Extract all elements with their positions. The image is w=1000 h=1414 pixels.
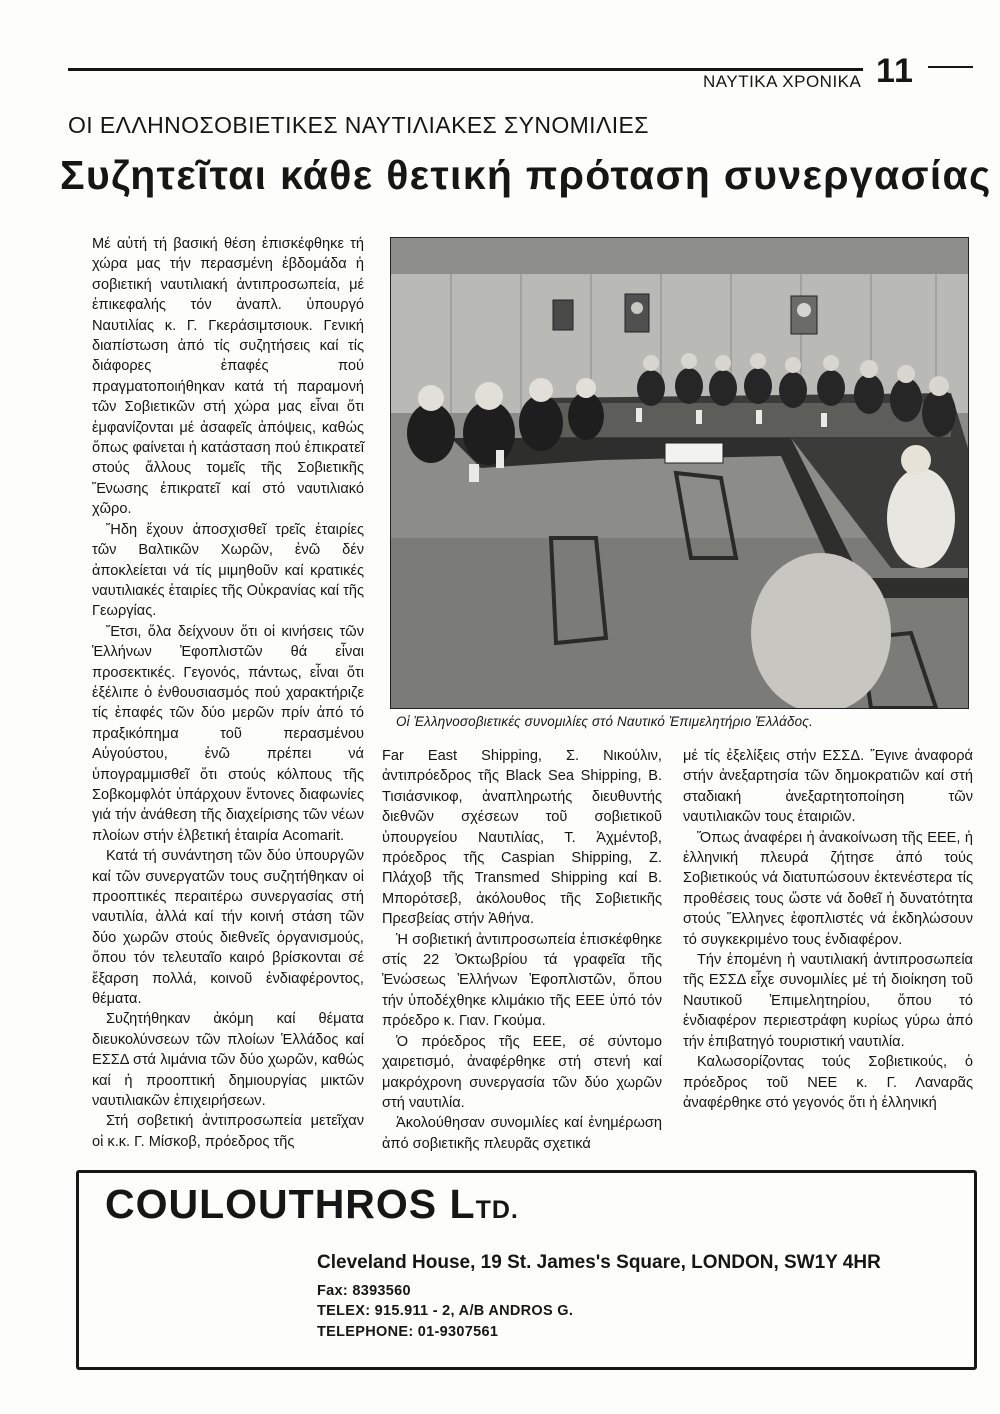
header-rule-right [928, 66, 973, 68]
ad-company-suffix: TD. [475, 1196, 519, 1224]
ad-address: Cleveland House, 19 St. James's Square, LONDON, SW1Y 4HR [317, 1252, 881, 1273]
article-column-2 [382, 746, 662, 1154]
advertisement [76, 1170, 977, 1370]
ad-telephone: TELEPHONE: 01-9307561 [317, 1324, 499, 1340]
paragraph: Καλωσορίζοντας τούς Σοβιετικούς, ὁ πρόεδρος τοῦ ΝΕΕ κ. Γ. Λαναρᾶς ἀναφέρθηκε στό γεγονός ὅτι ἡ ἑλληνική [683, 1054, 973, 1111]
paragraph: Ὁ πρόεδρος τῆς ΕΕΕ, σέ σύντομο χαιρετισμό, ἀναφέρθηκε στή στενή καί μακρόχρονη συνεργασία τῶν δύο χωρῶν στή ναυτιλία. [382, 1033, 662, 1111]
meeting-photo [390, 237, 969, 709]
paragraph: Ἡ σοβιετική ἀντιπροσωπεία ἐπισκέφθηκε στίς 22 Ὀκτωβρίου τά γραφεῖα τῆς Ἑνώσεως Ἑλλήνων Ἐφοπλιστῶν, ὅπου τήν ὑποδέχθηκε κλιμάκιο τῆς ΕΕΕ ὑπό τόν πρόεδρο κ. Γιαν. Γκούμα. [382, 931, 662, 1030]
page-number: 11 [876, 52, 914, 90]
paragraph: Ἤδη ἔχουν ἀποσχισθεῖ τρεῖς ἑταιρίες τῶν Βαλτικῶν Χωρῶν, ἐνῶ δέν ἀποκλείεται νά τίς μιμηθοῦν καί κρατικές ναυτιλιακές ἑταιρίες τῆς Οὐκρανίας καί τῆς Γεωργίας. [92, 521, 364, 620]
paragraph: Τήν ἑπομένη ἡ ναυτιλιακή ἀντιπροσωπεία τῆς ΕΣΣΔ εἶχε συνομιλίες μέ τή διοίκηση τοῦ Ναυτικοῦ Ἐπιμελητηρίου, ὅπου τό ἐνδιαφέρον περιεστράφη κυρίως γύρω ἀπό τήν ἐπιβατηγό τουριστική ναυτιλία. [683, 952, 973, 1050]
paragraph: μέ τίς ἐξελίξεις στήν ΕΣΣΔ. Ἔγινε ἀναφορά στήν ἀνεξαρτησία τῶν δημοκρατιῶν καί στή σταδιακή ἀνεξαρτητοποίηση τῶν ναυτιλιακῶν τους ἑταιριῶν. [683, 748, 973, 826]
photo-caption: Οἱ Ἑλληνοσοβιετικές συνομιλίες στό Ναυτικό Ἐπιμελητήριο Ἑλλάδος. [396, 714, 813, 729]
ad-telex: TELEX: 915.911 - 2, A/B ANDROS G. [317, 1303, 574, 1319]
article-column-1 [92, 234, 364, 1152]
article-kicker: ΟΙ ΕΛΛΗΝΟΣΟΒΙΕΤΙΚΕΣ ΝΑΥΤΙΛΙΑΚΕΣ ΣΥΝΟΜΙΛΙΕΣ [68, 112, 649, 138]
article-column-3 [683, 746, 973, 1113]
paragraph: Ἔτσι, ὅλα δείχνουν ὅτι οἱ κινήσεις τῶν Ἑλλήνων Ἐφοπλιστῶν θά εἶναι προσεκτικές. Γεγονός, πάντως, εἶναι ὅτι ἐξέλιπε ὁ ἐνθουσιασμός πού χαρακτήριζε τίς ἐπαφές τῶν δύο μερῶν πρίν ἀπό τό πραξικόπημα τοῦ περασμένου Αὐγούστου, ἐνῶ πρέπει νά ὑπογραμμισθεῖ ὅτι στούς κόλπους τῆς Σοβκομφλότ ὑπάρχουν ἔντονες διαφωνίες γιά τήν ἀνάθεση τῆς διαχείρισης τῶν νέων πλοίων στήν ἑλβετική ἑταιρία Acomarit. [92, 623, 364, 844]
meeting-photo-illustration [391, 238, 968, 708]
ad-company-name [105, 1181, 519, 1228]
paragraph: Συζητήθηκαν ἀκόμη καί θέματα διευκολύνσεων τῶν πλοίων Ἑλλάδος καί ΕΣΣΔ στά λιμάνια τῶν δύο χωρῶν, καθώς καί ἡ προοπτική δημιουργίας μικτῶν ναυτιλιακῶν ἐπιχειρήσεων. [92, 1011, 364, 1110]
article-headline: Συζητεῖται κάθε θετική πρόταση συνεργασίας [60, 152, 992, 198]
paragraph: Στή σοβετική ἀντιπροσωπεία μετεῖχαν οἱ κ.κ. Γ. Μίσκοβ, πρόεδρος τῆς [92, 1113, 364, 1150]
ad-company-main: COULOUTHROS L [105, 1181, 476, 1227]
publication-name: ΝΑΥΤΙΚΑ ΧΡΟΝΙΚΑ [703, 72, 862, 91]
header-rule [68, 68, 863, 71]
paragraph: Far East Shipping, Σ. Νικούλιν, ἀντιπρόεδρος τῆς Black Sea Shipping, Β. Τισιάσνικοφ, ἀναπληρωτής διευθυντής διεθνῶν σχέσεων τοῦ σοβιετικοῦ ὑπουργείου Ναυτιλίας, Τ. Ἀχμέντοβ, πρόεδρος τῆς Caspian Shipping, Ζ. Πλάχοβ τῆς Transmed Shipping καί Β. Μπορότσεβ, ἀκόλουθος τῆς Σοβιετικῆς Πρεσβείας στήν Ἀθήνα. [382, 748, 662, 928]
paragraph: Μέ αὐτή τή βασική θέση ἐπισκέφθηκε τή χώρα μας τήν περασμένη ἑβδομάδα ἡ σοβιετική ναυτιλιακή ἀντιπροσωπεία, μέ ἐπικεφαλής τόν ἀναπλ. ὑπουργό Ναυτιλίας κ. Γ. Γκεράσιμτσιουκ. Γενική διαπίστωση ἀπό τίς συζητήσεις καί τίς διάφορες ἐπαφές πού πραγματοποιήθηκαν κατά τή παραμονή τῶν Σοβιετικῶν στή χώρα μας εἶναι ὅτι ἐμφανίζονται μέ ἀσαφεῖς ἀπόψεις, καθώς ὅπως φαίνεται ἡ κατάσταση πού ἐπικρατεῖ στούς ἄλλους τομεῖς τῆς Σοβιετικῆς Ἕνωσης ἐπικρατεῖ καί στό ναυτιλιακό χῶρο. [92, 236, 364, 518]
ad-fax: Fax: 8393560 [317, 1283, 411, 1299]
paragraph: Ὅπως ἀναφέρει ἡ ἀνακοίνωση τῆς ΕΕΕ, ἡ ἑλληνική πλευρά ζήτησε ἀπό τούς Σοβιετικούς νά διατυπώσουν ἐκτενέστερα τίς προθέσεις τους ὥστε νά δοθεῖ ἡ δυνατότητα στούς Ἕλληνες ἐφοπλιστές νά ἐκδηλώσουν τό συγκεκριμένο τους ἐνδιαφέρον. [683, 829, 973, 948]
paragraph: Κατά τή συνάντηση τῶν δύο ὑπουργῶν καί τῶν συνεργατῶν τους συζητήθηκαν οἱ προοπτικές περαιτέρω συνεργασίας στή ναυτιλία, ἀλλά καί τήν κοινή στάση τῶν δύο χωρῶν στούς διεθνεῖς ὀργανισμούς, ὅπου τόν τελευταῖο καιρό βρίσκονται σέ ἔξαρση πολλά, κοινοῦ ἐνδιαφέροντος, θέματα. [92, 848, 364, 1008]
paragraph: Ἀκολούθησαν συνομιλίες καί ἐνημέρωση ἀπό σοβιετικῆς πλευρᾶς σχετικά [382, 1115, 662, 1152]
